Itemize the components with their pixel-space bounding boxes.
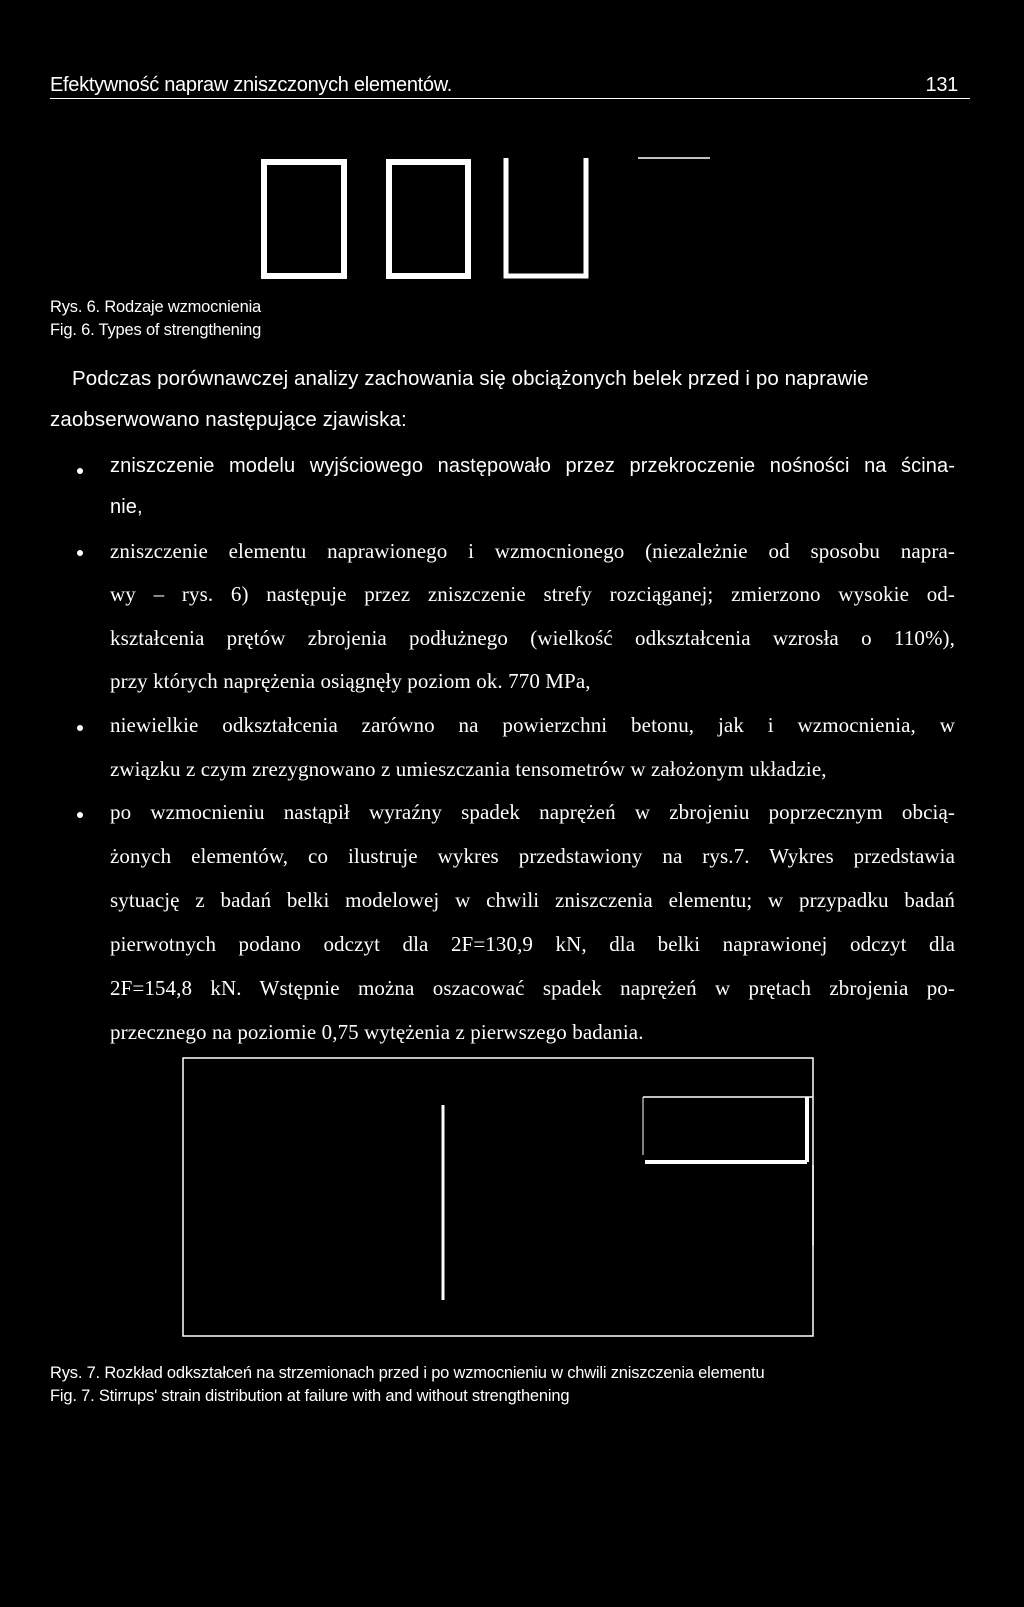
bullet4-line-6: przecznego na poziomie 0,75 wytężenia z pierwszego badania. bbox=[110, 1020, 644, 1044]
closed-jacket-shape bbox=[264, 162, 344, 276]
intro-line-1: Podczas porównawczej analizy zachowania się obciążonych belek przed i po naprawie bbox=[72, 367, 869, 390]
bullet2-line-2: wy – rys. 6) następuje przez zniszczenie strefy rozciąganej; zmierzono wysokie od- bbox=[110, 582, 955, 606]
running-header bbox=[50, 74, 970, 99]
page-number: 131 bbox=[925, 74, 958, 96]
bullet-dot-1 bbox=[77, 468, 83, 474]
bullet-dot-4 bbox=[77, 812, 83, 818]
figure6-caption bbox=[50, 296, 261, 342]
bullet4-line-3: sytuację z badań belki modelowej w chwili zniszczenia elementu; w przypadku badań bbox=[110, 888, 955, 912]
figure6-diagram bbox=[255, 150, 715, 285]
bullet4-line-1: po wzmocnieniu nastąpił wyraźny spadek naprężeń w zbrojeniu poprzecznym obcią- bbox=[110, 800, 955, 824]
bullet-dot-3 bbox=[77, 725, 83, 731]
bullet3-line-1: niewielkie odkształcenia zarówno na powierzchni betonu, jak i wzmocnienia, w bbox=[110, 713, 955, 737]
bullet1-line-2: nie, bbox=[110, 496, 143, 518]
bullet1-line-1: zniszczenie modelu wyjściowego następowało przez przekroczenie nośności na ścina- bbox=[110, 455, 955, 477]
intro-line-2: zaobserwowano następujące zjawiska: bbox=[50, 408, 407, 431]
figure6-caption-pl: Rys. 6. Rodzaje wzmocnienia bbox=[50, 298, 262, 316]
bullet2-line-4: przy których naprężenia osiągnęły poziom ok. 770 MPa, bbox=[110, 669, 591, 693]
figure6-caption-en: Fig. 6. Types of strengthening bbox=[50, 321, 262, 339]
header-title: Efektywność napraw zniszczonych elementów. bbox=[50, 74, 453, 96]
bullet-dot-2 bbox=[77, 550, 83, 556]
u-jacket-shape bbox=[506, 158, 586, 276]
figure7-box bbox=[643, 1097, 813, 1162]
bullet2-line-3: kształcenia prętów zbrojenia podłużnego (wielkość odkształcenia wzrosła o 110%), bbox=[110, 626, 955, 650]
bullet3-line-2: związku z czym zrezygnowano z umieszczania tensometrów w założonym układzie, bbox=[110, 757, 827, 781]
bullet4-line-2: żonych elementów, co ilustruje wykres przedstawiony na rys.7. Wykres przedstawia bbox=[110, 844, 955, 868]
figure7-frame bbox=[183, 1058, 813, 1336]
figure7-caption-en: Fig. 7. Stirrups' strain distribution at failure with and without strengthening bbox=[50, 1387, 570, 1405]
bullet4-line-4: pierwotnych podano odczyt dla 2F=130,9 kN, dla belki naprawionej odczyt dla bbox=[110, 932, 955, 956]
bullet2-line-1: zniszczenie elementu naprawionego i wzmocnionego (niezależnie od sposobu napra- bbox=[110, 539, 955, 563]
figure7-caption-pl: Rys. 7. Rozkład odkształceń na strzemionach przed i po wzmocnieniu w chwili zniszczenia elementu bbox=[50, 1364, 765, 1382]
figure7-diagram bbox=[180, 1055, 820, 1340]
bullet4-line-5: 2F=154,8 kN. Wstępnie można oszacować spadek naprężeń w prętach zbrojenia po- bbox=[110, 976, 955, 1000]
figure7-caption bbox=[50, 1362, 764, 1408]
closed-jacket-shape-2 bbox=[389, 162, 468, 276]
